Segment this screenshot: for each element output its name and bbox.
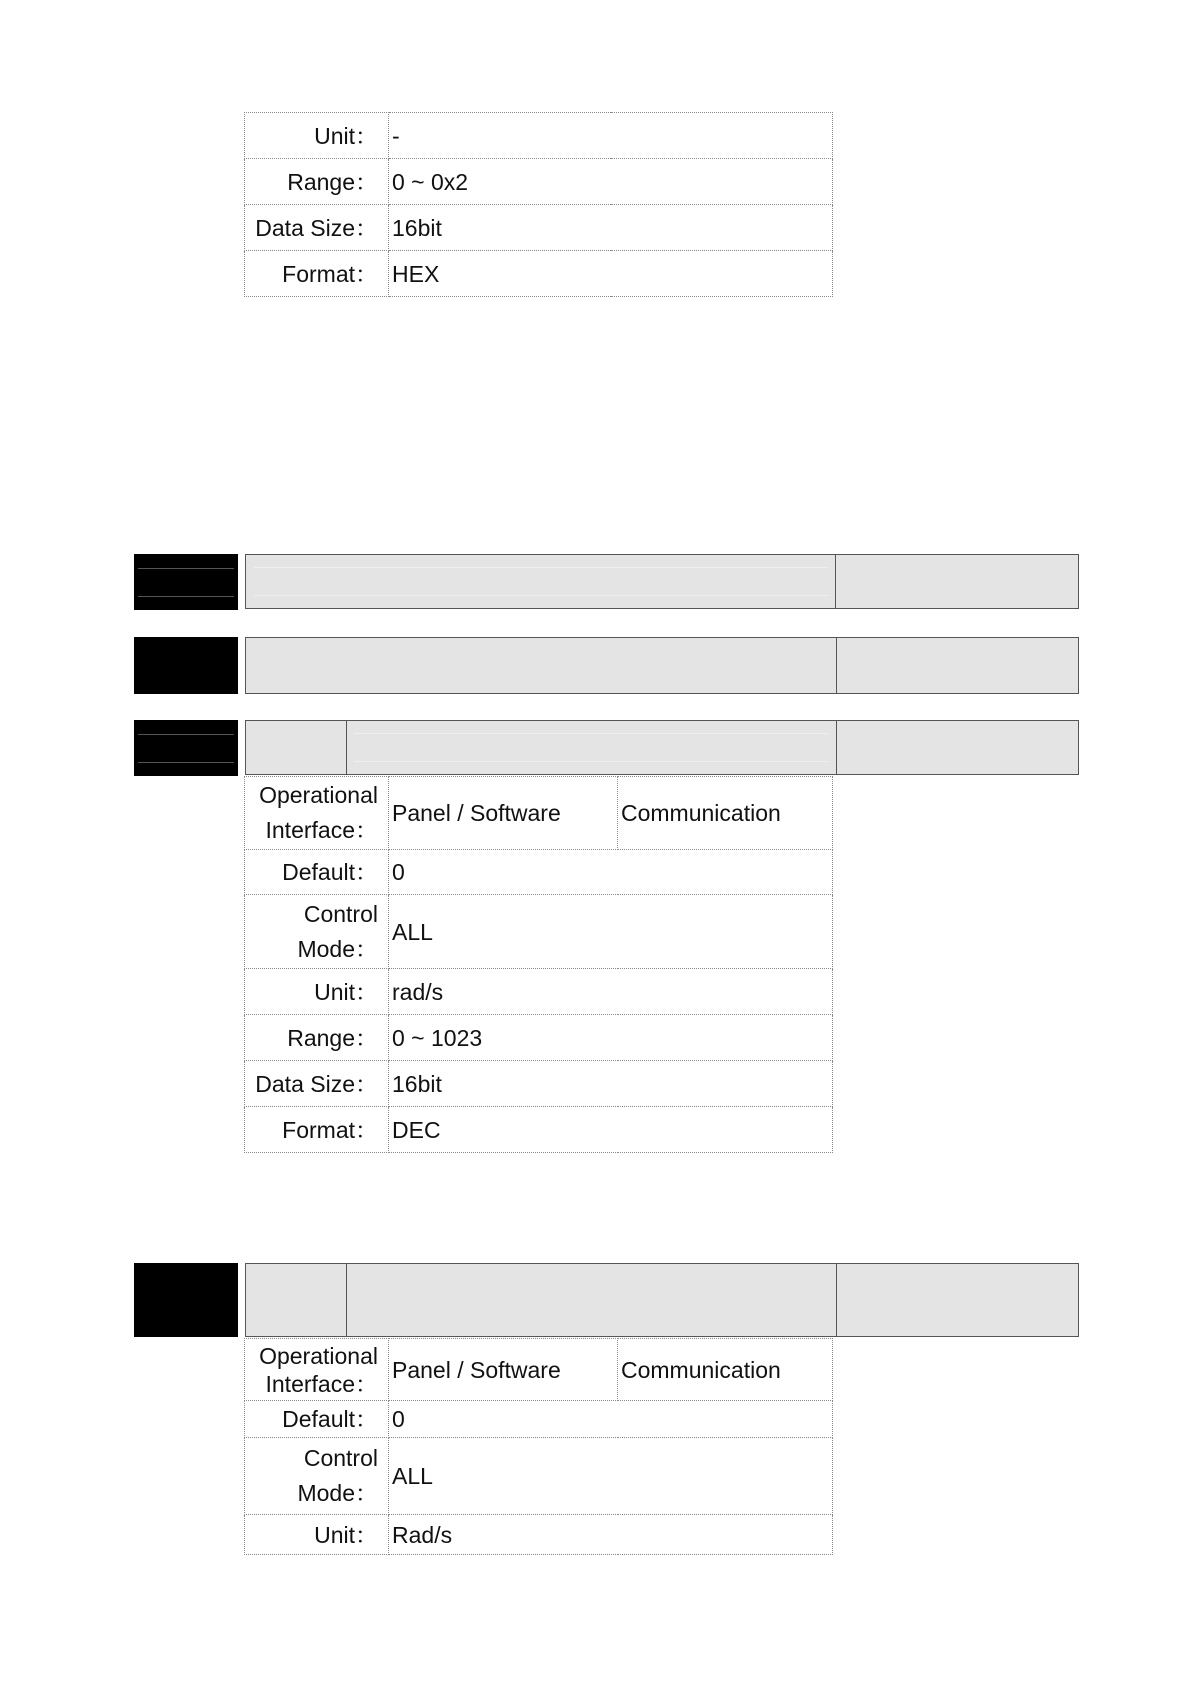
param-code-box-3 (134, 720, 238, 776)
operational-interface-label-line2: Interface： (265, 1370, 378, 1397)
panel-software-cell: Panel / Software (389, 777, 618, 850)
range-value: 0 ~ 1023 (389, 1015, 833, 1061)
unit-label: Unit： (245, 1515, 389, 1555)
param-code-box-4 (134, 1263, 238, 1337)
operational-interface-label (245, 777, 389, 850)
format-label: Format： (245, 1107, 389, 1153)
default-label: Default： (245, 850, 389, 895)
format-label: Format： (245, 251, 389, 297)
unit-label: Unit： (245, 113, 389, 159)
default-value: 0 (389, 850, 833, 895)
param-header-bar-1 (245, 554, 1079, 609)
unit-value: - (389, 113, 833, 159)
operational-interface-label (245, 1339, 389, 1401)
param-header-bar-3 (245, 720, 1079, 775)
default-label: Default： (245, 1401, 389, 1438)
format-value: DEC (389, 1107, 833, 1153)
control-mode-label-line2: Mode： (297, 1480, 378, 1506)
control-mode-label (245, 895, 389, 969)
param-code-box-1 (134, 554, 238, 610)
data-size-value: 16bit (389, 205, 833, 251)
communication-cell: Communication (618, 1339, 833, 1401)
control-mode-label (245, 1438, 389, 1515)
format-value: HEX (389, 251, 833, 297)
unit-label: Unit： (245, 969, 389, 1015)
operational-interface-label-line2: Interface： (265, 817, 378, 843)
param-header-bar-2 (245, 637, 1079, 694)
control-mode-label-line1: Control (303, 900, 378, 927)
param-code-box-2 (134, 637, 238, 694)
operational-interface-label-line1: Operational (259, 782, 378, 808)
data-size-label: Data Size： (245, 205, 389, 251)
unit-value: rad/s (389, 969, 833, 1015)
range-value: 0 ~ 0x2 (389, 159, 833, 205)
param-header-bar-4 (245, 1263, 1079, 1337)
operational-interface-label-line1: Operational (259, 1342, 378, 1369)
data-size-value: 16bit (389, 1061, 833, 1107)
panel-software-cell: Panel / Software (389, 1339, 618, 1401)
control-mode-value: ALL (389, 1438, 833, 1515)
range-label: Range： (245, 1015, 389, 1061)
param-table-2 (244, 776, 833, 1153)
control-mode-value: ALL (389, 895, 833, 969)
range-label: Range： (245, 159, 389, 205)
unit-value: Rad/s (389, 1515, 833, 1555)
control-mode-label-line1: Control (303, 1445, 378, 1471)
param-table-4 (244, 1338, 833, 1555)
communication-cell: Communication (618, 777, 833, 850)
data-size-label: Data Size： (245, 1061, 389, 1107)
control-mode-label-line2: Mode： (297, 935, 378, 962)
param-table-top (244, 112, 833, 297)
default-value: 0 (389, 1401, 833, 1438)
